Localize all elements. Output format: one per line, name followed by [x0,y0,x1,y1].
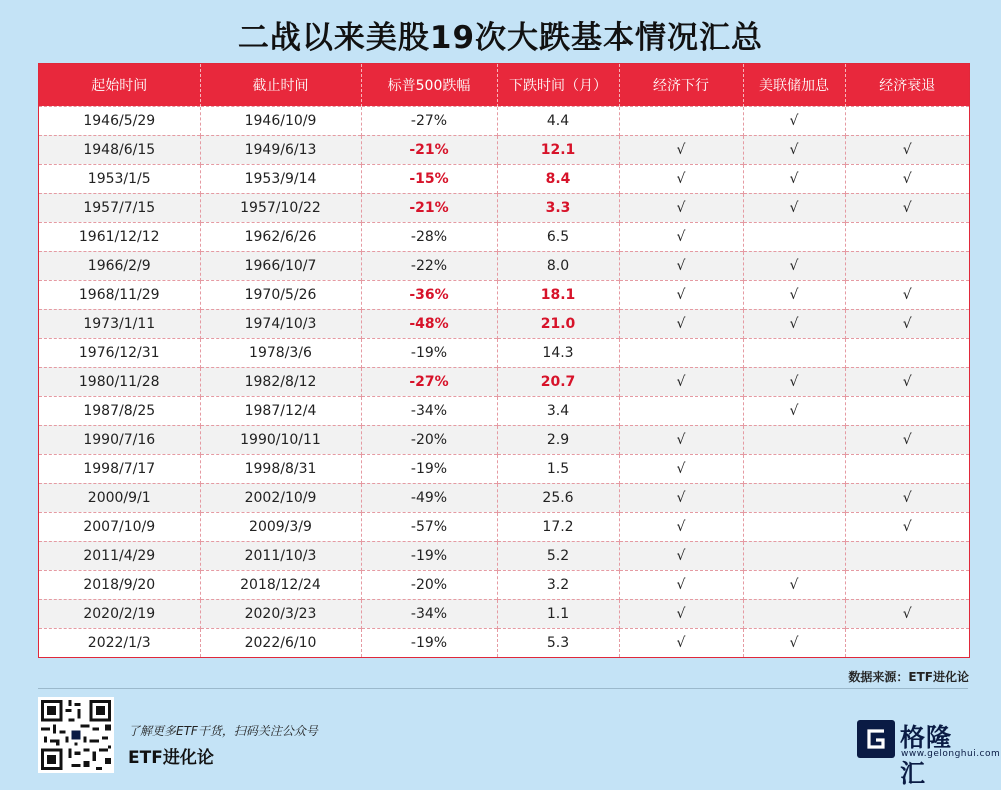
table-row [39,164,969,193]
cell-recession-check: √ [845,135,969,164]
cell-sp500-decline: -22% [361,251,497,280]
cell-duration-months: 14.3 [497,338,619,367]
cell-fed-rate-hike-check: √ [743,628,845,657]
qr-code-icon [38,697,114,773]
cell-end-date: 1970/5/26 [200,280,361,309]
cell-duration-months: 6.5 [497,222,619,251]
cell-duration-months: 17.2 [497,512,619,541]
cell-sp500-decline: -34% [361,599,497,628]
cell-economic-downturn-check: √ [619,309,743,338]
cell-end-date: 2009/3/9 [200,512,361,541]
cell-recession-check: √ [845,483,969,512]
cell-sp500-decline: -48% [361,309,497,338]
cell-start-date: 1998/7/17 [39,454,200,483]
cell-economic-downturn-check: √ [619,251,743,280]
cell-sp500-decline: -21% [361,193,497,222]
header-sp500-decline: 标普500跌幅 [361,64,497,106]
cell-end-date: 1978/3/6 [200,338,361,367]
cell-economic-downturn [619,396,743,425]
header-fed-rate-hike: 美联储加息 [743,64,845,106]
table-row [39,338,969,367]
cell-start-date: 1966/2/9 [39,251,200,280]
cell-end-date: 1957/10/22 [200,193,361,222]
data-source-note: 数据来源：ETF进化论 [848,670,969,684]
cell-duration-months: 3.4 [497,396,619,425]
cell-start-date: 1948/6/15 [39,135,200,164]
table-row [39,251,969,280]
cell-duration-months: 3.2 [497,570,619,599]
cell-sp500-decline: -15% [361,164,497,193]
cell-economic-downturn-check: √ [619,425,743,454]
cell-end-date: 2002/10/9 [200,483,361,512]
footer-divider [38,688,968,689]
cell-duration-months: 18.1 [497,280,619,309]
cell-fed-rate-hike [743,599,845,628]
table-row [39,367,969,396]
cell-recession [845,396,969,425]
cell-end-date: 2011/10/3 [200,541,361,570]
cell-economic-downturn-check: √ [619,512,743,541]
cell-fed-rate-hike [743,512,845,541]
cell-start-date: 1980/11/28 [39,367,200,396]
cell-start-date: 1961/12/12 [39,222,200,251]
cell-duration-months: 21.0 [497,309,619,338]
cell-end-date: 1946/10/9 [200,106,361,135]
cell-fed-rate-hike-check: √ [743,309,845,338]
cell-fed-rate-hike [743,483,845,512]
cell-recession [845,338,969,367]
cell-end-date: 1974/10/3 [200,309,361,338]
cell-sp500-decline: -49% [361,483,497,512]
cell-duration-months: 5.2 [497,541,619,570]
cell-start-date: 1976/12/31 [39,338,200,367]
header-economic-downturn: 经济下行 [619,64,743,106]
table-row [39,222,969,251]
cell-end-date: 2018/12/24 [200,570,361,599]
cell-end-date: 1953/9/14 [200,164,361,193]
cell-start-date: 2000/9/1 [39,483,200,512]
table-row [39,599,969,628]
cell-start-date: 1968/11/29 [39,280,200,309]
table-header-row [39,64,969,106]
table-row [39,454,969,483]
cell-sp500-decline: -20% [361,570,497,599]
cell-fed-rate-hike [743,222,845,251]
cell-recession-check: √ [845,193,969,222]
cell-economic-downturn-check: √ [619,135,743,164]
cell-recession [845,222,969,251]
cell-sp500-decline: -19% [361,541,497,570]
table-row [39,135,969,164]
cell-fed-rate-hike [743,425,845,454]
cell-sp500-decline: -21% [361,135,497,164]
header-duration-months: 下跌时间（月） [497,64,619,106]
cell-economic-downturn-check: √ [619,222,743,251]
cell-sp500-decline: -19% [361,628,497,657]
cell-start-date: 1946/5/29 [39,106,200,135]
cell-economic-downturn-check: √ [619,454,743,483]
cell-fed-rate-hike-check: √ [743,135,845,164]
cell-sp500-decline: -34% [361,396,497,425]
cell-end-date: 2022/6/10 [200,628,361,657]
cell-recession-check: √ [845,512,969,541]
cell-start-date: 1957/7/15 [39,193,200,222]
cell-fed-rate-hike-check: √ [743,570,845,599]
table-row [39,425,969,454]
cell-fed-rate-hike-check: √ [743,251,845,280]
cell-end-date: 1987/12/4 [200,396,361,425]
cell-economic-downturn-check: √ [619,367,743,396]
cell-duration-months: 25.6 [497,483,619,512]
header-recession: 经济衰退 [845,64,969,106]
cell-recession [845,106,969,135]
cell-economic-downturn-check: √ [619,164,743,193]
cell-end-date: 1962/6/26 [200,222,361,251]
cell-duration-months: 4.4 [497,106,619,135]
follow-promo-text: 了解更多ETF干货，扫码关注公众号 [128,724,318,738]
cell-economic-downturn-check: √ [619,193,743,222]
table-row [39,628,969,657]
cell-economic-downturn-check: √ [619,541,743,570]
cell-sp500-decline: -28% [361,222,497,251]
cell-economic-downturn-check: √ [619,280,743,309]
cell-end-date: 1982/8/12 [200,367,361,396]
cell-fed-rate-hike-check: √ [743,367,845,396]
cell-start-date: 2022/1/3 [39,628,200,657]
gelonghui-logo-icon [857,720,895,758]
cell-recession [845,454,969,483]
cell-start-date: 2007/10/9 [39,512,200,541]
cell-duration-months: 8.0 [497,251,619,280]
cell-sp500-decline: -57% [361,512,497,541]
cell-fed-rate-hike [743,338,845,367]
cell-fed-rate-hike-check: √ [743,164,845,193]
table-body [39,106,969,657]
cell-sp500-decline: -19% [361,454,497,483]
cell-duration-months: 20.7 [497,367,619,396]
cell-recession-check: √ [845,367,969,396]
cell-start-date: 2018/9/20 [39,570,200,599]
table-row [39,396,969,425]
cell-end-date: 1990/10/11 [200,425,361,454]
cell-fed-rate-hike-check: √ [743,106,845,135]
cell-sp500-decline: -20% [361,425,497,454]
cell-fed-rate-hike-check: √ [743,396,845,425]
gelonghui-logo [857,716,1001,788]
cell-recession-check: √ [845,164,969,193]
cell-economic-downturn-check: √ [619,483,743,512]
cell-recession [845,570,969,599]
table-row [39,541,969,570]
cell-recession-check: √ [845,425,969,454]
cell-economic-downturn [619,338,743,367]
cell-end-date: 2020/3/23 [200,599,361,628]
cell-duration-months: 3.3 [497,193,619,222]
logo-name: 格隆汇 [900,723,953,788]
cell-start-date: 1973/1/11 [39,309,200,338]
cell-economic-downturn-check: √ [619,570,743,599]
summary-table [39,64,969,657]
summary-table-container [38,63,970,658]
table-row [39,193,969,222]
cell-fed-rate-hike [743,454,845,483]
cell-recession [845,251,969,280]
cell-start-date: 2011/4/29 [39,541,200,570]
cell-duration-months: 5.3 [497,628,619,657]
page-title: 二战以来美股19次大跌基本情况汇总 [237,20,764,56]
cell-duration-months: 1.1 [497,599,619,628]
table-row [39,512,969,541]
header-start-date: 起始时间 [39,64,200,106]
cell-start-date: 1990/7/16 [39,425,200,454]
cell-sp500-decline: -27% [361,367,497,396]
cell-fed-rate-hike-check: √ [743,280,845,309]
cell-end-date: 1998/8/31 [200,454,361,483]
cell-economic-downturn-check: √ [619,599,743,628]
cell-recession [845,628,969,657]
cell-duration-months: 12.1 [497,135,619,164]
cell-recession-check: √ [845,280,969,309]
cell-sp500-decline: -19% [361,338,497,367]
cell-fed-rate-hike [743,541,845,570]
cell-start-date: 2020/2/19 [39,599,200,628]
cell-start-date: 1953/1/5 [39,164,200,193]
cell-recession-check: √ [845,309,969,338]
table-row [39,309,969,338]
table-row [39,483,969,512]
cell-end-date: 1966/10/7 [200,251,361,280]
cell-duration-months: 1.5 [497,454,619,483]
cell-economic-downturn [619,106,743,135]
brand-name: ETF进化论 [128,748,214,768]
cell-economic-downturn-check: √ [619,628,743,657]
cell-recession-check: √ [845,599,969,628]
cell-duration-months: 8.4 [497,164,619,193]
logo-url: www.gelonghui.com [901,749,1001,759]
cell-start-date: 1987/8/25 [39,396,200,425]
cell-end-date: 1949/6/13 [200,135,361,164]
cell-recession [845,541,969,570]
table-row [39,570,969,599]
cell-duration-months: 2.9 [497,425,619,454]
table-row [39,280,969,309]
table-row [39,106,969,135]
cell-sp500-decline: -36% [361,280,497,309]
cell-fed-rate-hike-check: √ [743,193,845,222]
cell-sp500-decline: -27% [361,106,497,135]
header-end-date: 截止时间 [200,64,361,106]
